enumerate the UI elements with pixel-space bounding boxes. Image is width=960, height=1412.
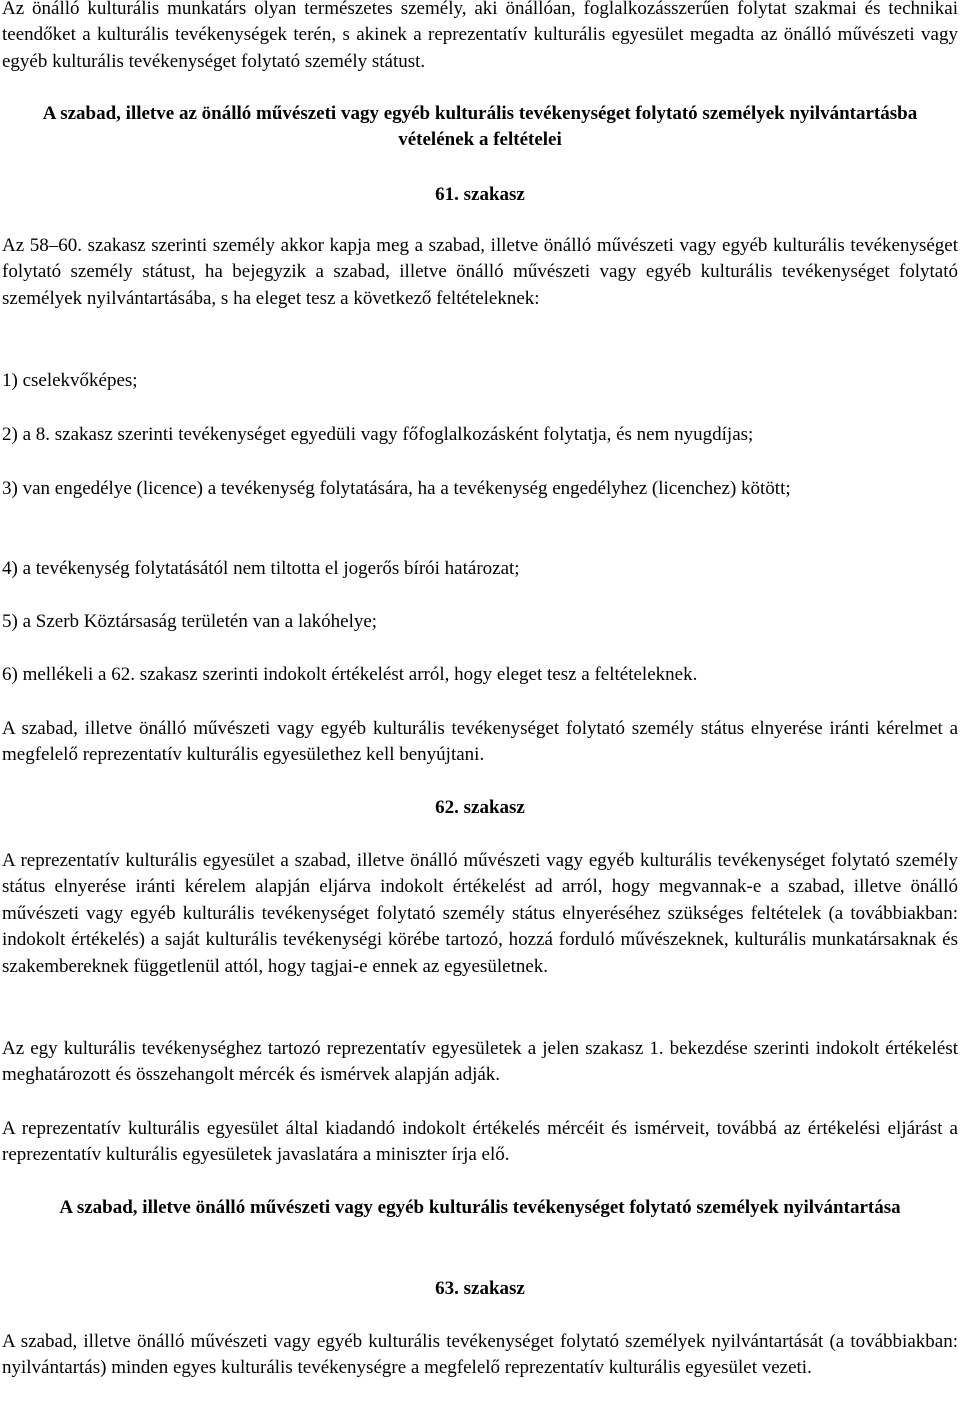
paragraph-62-1: A reprezentatív kulturális egyesület a szabad, illetve önálló művészeti vagy egyéb kulturális tevékenységet folytató személy státus elnyerése iránti kérelem alapján eljárva indokolt értékelést ad arról, hogy megvannak-e a szabad, illetve önálló művészeti vagy egyéb kulturális tevékenységet folytató személy státus elnyeréséhez szükséges feltételek (a továbbiakban: indokolt értékelés) a saját kulturális tevékenységi körébe tartozó, hozzá forduló művészeknek, kulturális munkatársaknak és szakembereknek függetlenül attól, hogy tagjai-e ennek az egyesületnek.: [2, 850, 958, 977]
paragraph-63: A szabad, illetve önálló művészeti vagy egyéb kulturális tevékenységet folytató személyek nyilvántartását (a továbbiakban: nyilvántartás) minden egyes kulturális tevékenységre a megfelelő reprezentatív kulturális egyesület vezeti.: [2, 1331, 958, 1379]
section-number-61: 61. szakasz: [435, 184, 525, 205]
list-item-1: 1) cselekvőképes;: [2, 370, 138, 391]
paragraph-62-2: Az egy kulturális tevékenységhez tartozó reprezentatív egyesületek a jelen szakasz 1. bekezdése szerinti indokolt értékelést meghatározott és összehangolt mércék és ismérvek alapján adják.: [2, 1038, 958, 1086]
list-item-6: 6) mellékeli a 62. szakasz szerinti indokolt értékelést arról, hogy eleget tesz a feltételeknek.: [2, 664, 698, 685]
application-paragraph: A szabad, illetve önálló művészeti vagy egyéb kulturális tevékenységet folytató személy státus elnyerése iránti kérelmet a megfelelő reprezentatív kulturális egyesülethez kell benyújtani.: [2, 718, 958, 766]
section-number-63: 63. szakasz: [435, 1278, 525, 1299]
paragraph-62-3: A reprezentatív kulturális egyesület által kiadandó indokolt értékelés mércéit és ismérveit, továbbá az értékelési eljárást a reprezentatív kulturális egyesületek javaslatára a miniszter írja elő.: [2, 1118, 958, 1166]
list-item-2: 2) a 8. szakasz szerinti tevékenységet egyedüli vagy főfoglalkozásként folytatja, és nem nyugdíjas;: [2, 424, 754, 445]
list-item-3: 3) van engedélye (licence) a tevékenység folytatására, ha a tevékenység engedélyhez (licenchez) kötött;: [2, 478, 791, 499]
paragraph-61: Az 58–60. szakasz szerinti személy akkor kapja meg a szabad, illetve önálló művészeti vagy egyéb kulturális tevékenységet folytató személy státust, ha bejegyzik a szabad, illetve önálló művészeti vagy egyéb kulturális tevékenységet folytató személyek nyilvántartásába, s ha eleget tesz a következő feltételeknek:: [2, 235, 958, 309]
section-heading-conditions: A szabad, illetve az önálló művészeti vagy egyéb kulturális tevékenységet folytató személyek nyilvántartásba vételének a feltételei: [42, 103, 918, 151]
section-heading-registry: A szabad, illetve önálló művészeti vagy egyéb kulturális tevékenységet folytató személyek nyilvántartása: [59, 1197, 901, 1218]
list-item-5: 5) a Szerb Köztársaság területén van a lakóhelye;: [2, 611, 378, 632]
list-item-4: 4) a tevékenység folytatásától nem tiltotta el jogerős bírói határozat;: [2, 558, 520, 579]
intro-paragraph: Az önálló kulturális munkatárs olyan természetes személy, aki önállóan, foglalkozásszerűen folytat szakmai és technikai teendőket a kulturális tevékenységek terén, s akinek a reprezentatív kulturális egyesület megadta az önálló művészeti vagy egyéb kulturális tevékenységet folytató személy státust.: [2, 0, 958, 72]
section-number-62: 62. szakasz: [435, 797, 525, 818]
